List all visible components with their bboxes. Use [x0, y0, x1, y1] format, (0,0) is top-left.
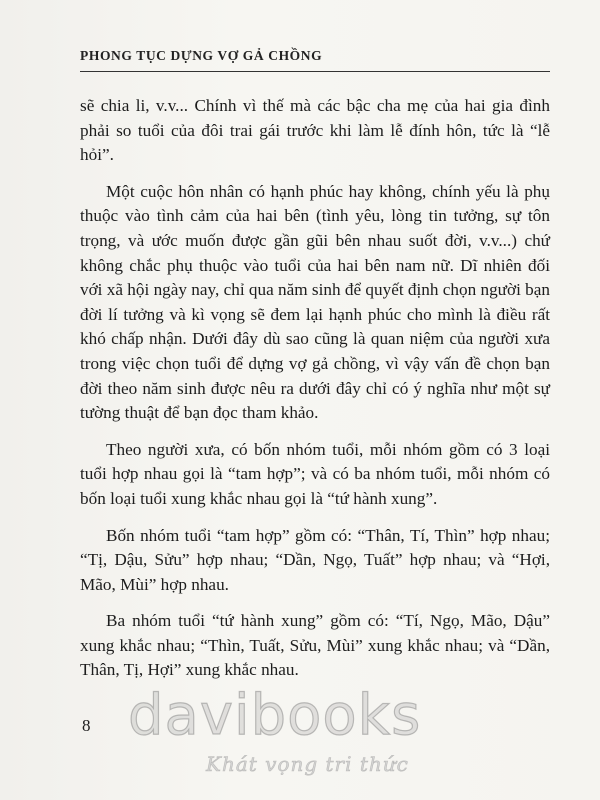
paragraph-tam-hop: Bốn nhóm tuổi “tam hợp” gồm có: “Thân, Tí, Thìn” hợp nhau; “Tị, Dậu, Sửu” hợp nhau; “Dần, Ngọ, Tuất” hợp nhau; và “Hợi, Mão, Mùi” hợp nhau.	[80, 525, 550, 594]
watermark-brand: davibooks	[128, 683, 422, 748]
paragraph-tu-hanh-xung: Ba nhóm tuổi “tứ hành xung” gồm có: “Tí, Ngọ, Mão, Dậu” xung khắc nhau; “Thìn, Tuất, Sửu, Mùi” xung khắc nhau; và “Dần, Thân, Tị, Hợi” xung khắc nhau.	[80, 611, 550, 680]
watermark-slogan: Khát vọng tri thức	[206, 752, 409, 776]
running-header: PHONG TỤC DỰNG VỢ GẢ CHỒNG	[80, 48, 323, 63]
paragraph-continued: sẽ chia li, v.v... Chính vì thế mà các bậc cha mẹ của hai gia đình phải so tuổi của đôi trai gái trước khi làm lễ đính hôn, tức là “lễ hỏi”.	[80, 96, 550, 165]
body-text	[80, 94, 550, 695]
paragraph-age-groups: Theo người xưa, có bốn nhóm tuổi, mỗi nhóm gồm có 3 loại tuổi hợp nhau gọi là “tam hợp”; và có ba nhóm tuổi, mỗi nhóm có bốn loại tuổi xung khắc nhau gọi là “tứ hành xung”.	[80, 439, 550, 508]
paragraph-marriage-happiness: Một cuộc hôn nhân có hạnh phúc hay không, chính yếu là phụ thuộc vào tình cảm của hai bên (tình yêu, lòng tin tưởng, sự tôn trọng, và ước muốn được gần gũi bên nhau suốt đời, v.v...) chứ không chắc phụ thuộc vào tuổi của hai bên nam nữ. Dĩ nhiên đối với xã hội ngày nay, chỉ qua năm sinh để quyết định chọn người bạn đời lí tưởng và kì vọng sẽ đem lại hạnh phúc cho mình là điều rất khó chấp nhận. Dưới đây dù sao cũng là quan niệm của người xưa trong việc chọn tuổi để dựng vợ gả chồng, vì vậy vấn đề chọn bạn đời theo năm sinh được nêu ra dưới đây chỉ có ý nghĩa như một sự tường thuật để bạn đọc tham khảo.	[80, 181, 550, 423]
page-number: 8	[82, 716, 91, 735]
header-rule	[80, 71, 550, 72]
